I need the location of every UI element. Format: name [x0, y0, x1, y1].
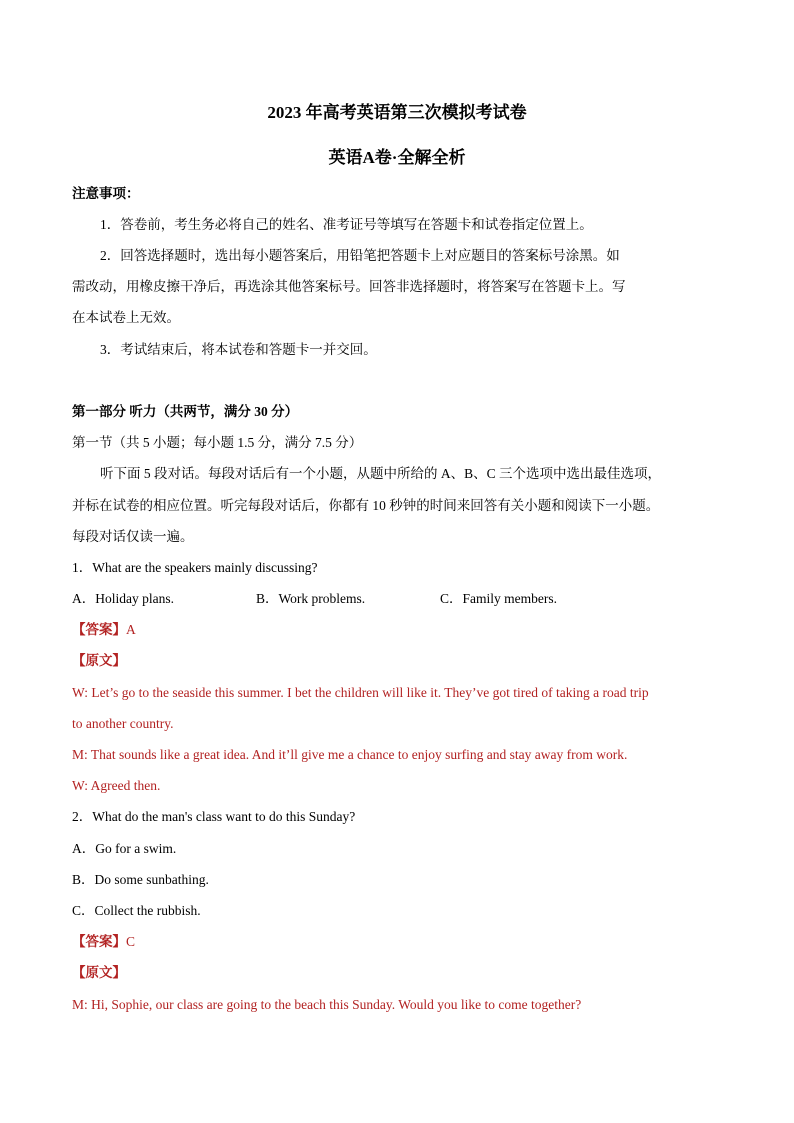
part1-heading: 第一部分 听力（共两节，满分 30 分） [72, 404, 299, 419]
q1-transcript-line-1: W: Let’s go to the seaside this summer. I bet the children will like it. They’ve got tired of taking a road trip [72, 685, 649, 700]
q2-original-label: 【原文】 [72, 965, 126, 980]
q2-answer [72, 933, 135, 951]
q1-option-a: A．Holiday plans. [72, 591, 174, 606]
q1-question: 1．What are the speakers mainly discussing? [72, 560, 318, 575]
notice-item-2-line-1: 2．回答选择题时，选出每小题答案后，用铅笔把答题卡上对应题目的答案标号涂黑。如 [100, 248, 620, 263]
q1-option-c: C．Family members. [440, 591, 557, 606]
q1-answer-label: 【答案】 [72, 622, 126, 637]
page-title: 2023 年高考英语第三次模拟考试卷 [267, 103, 527, 122]
instructions-line-1: 听下面 5 段对话。每段对话后有一个小题，从题中所给的 A、B、C 三个选项中选出最佳选项， [100, 466, 662, 481]
q1-transcript-line-3: M: That sounds like a great idea. And it’ll give me a chance to enjoy surfing and stay away from work. [72, 747, 628, 762]
instructions-line-2: 并标在试卷的相应位置。听完每段对话后，你都有 10 秒钟的时间来回答有关小题和阅读下一小题。 [72, 498, 660, 513]
q1-option-b: B．Work problems. [256, 591, 366, 606]
q1-transcript-line-4: W: Agreed then. [72, 778, 161, 793]
q1-answer-value: A [126, 622, 136, 637]
q2-transcript-line-1: M: Hi, Sophie, our class are going to the beach this Sunday. Would you like to come together? [72, 997, 582, 1012]
q2-answer-label: 【答案】 [72, 934, 126, 949]
q1-original-label: 【原文】 [72, 653, 126, 668]
notice-item-1: 1．答卷前，考生务必将自己的姓名、准考证号等填写在答题卡和试卷指定位置上。 [100, 217, 593, 232]
section1-heading: 第一节（共 5 小题；每小题 1.5 分，满分 7.5 分） [72, 435, 363, 450]
q2-option-b: B．Do some sunbathing. [72, 872, 209, 887]
instructions-line-3: 每段对话仅读一遍。 [72, 529, 194, 544]
notice-item-3: 3．考试结束后，将本试卷和答题卡一并交回。 [100, 342, 377, 357]
page-subtitle: 英语A卷·全解全析 [328, 148, 466, 167]
q2-option-c: C．Collect the rubbish. [72, 903, 201, 918]
q2-answer-value: C [126, 934, 136, 949]
notice-item-2-line-3: 在本试卷上无效。 [72, 310, 180, 325]
q1-answer [72, 621, 136, 639]
q2-option-a: A．Go for a swim. [72, 841, 177, 856]
notice-item-2-line-2: 需改动，用橡皮擦干净后，再选涂其他答案标号。回答非选择题时，将答案写在答题卡上。写 [72, 279, 626, 294]
q1-transcript-line-2: to another country. [72, 716, 174, 731]
notice-heading: 注意事项： [72, 186, 140, 201]
q2-question: 2．What do the man's class want to do this Sunday? [72, 809, 356, 824]
